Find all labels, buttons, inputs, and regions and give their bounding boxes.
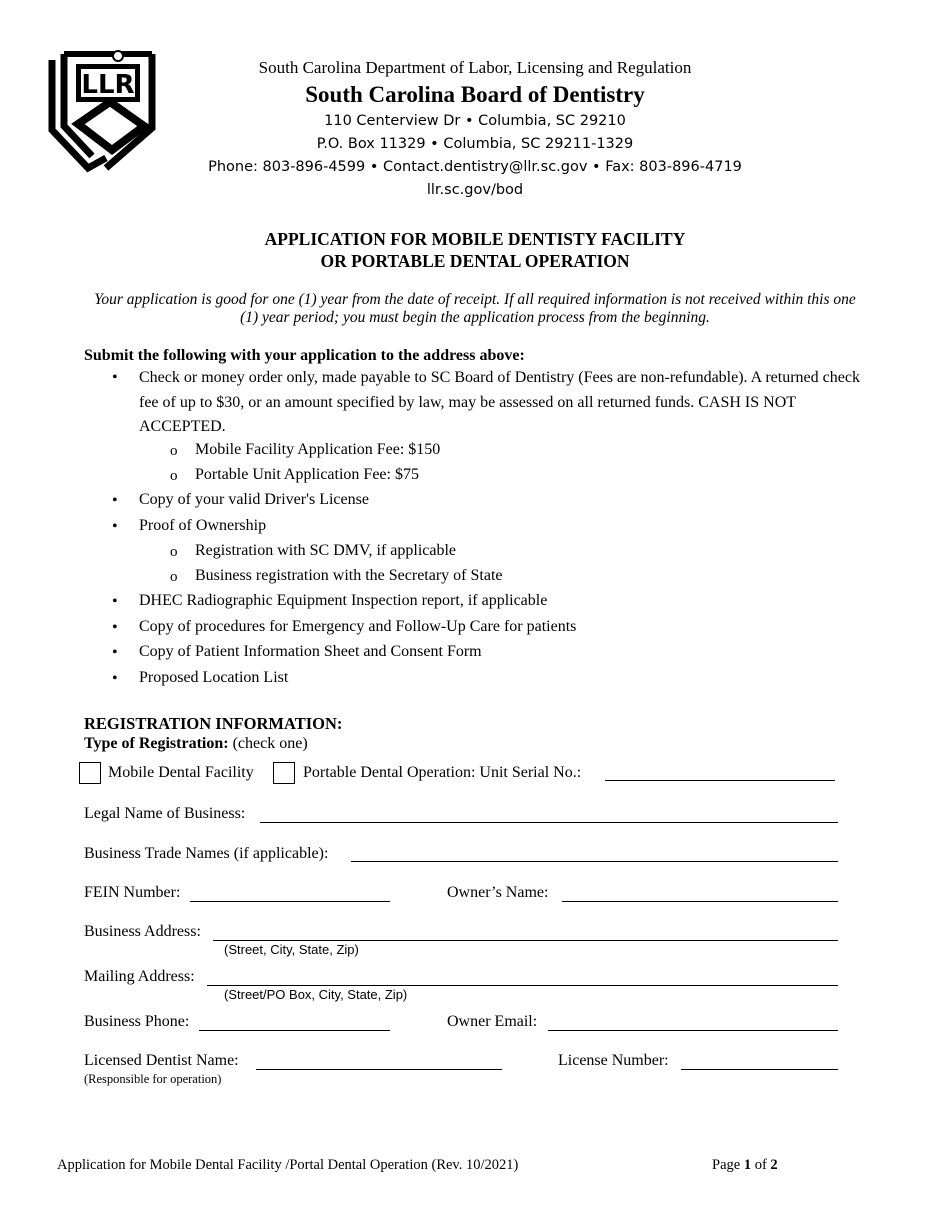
owner-name-label: Owner’s Name: <box>447 884 549 901</box>
drivers-license-item: Copy of your valid Driver's License <box>139 491 369 508</box>
owner-name-field[interactable] <box>562 901 838 902</box>
procedures-item: Copy of procedures for Emergency and Follow-Up Care for patients <box>139 618 577 635</box>
bullet-icon: • <box>112 593 118 610</box>
trade-names-field[interactable] <box>351 861 838 862</box>
po-box-address: P.O. Box 11329 • Columbia, SC 29211-1329 <box>316 136 634 152</box>
business-address-field[interactable] <box>213 940 838 941</box>
mailing-address-label: Mailing Address: <box>84 968 195 985</box>
sos-item: Business registration with the Secretary of State <box>195 567 503 584</box>
page-current: 1 <box>743 1157 752 1173</box>
registration-heading: REGISTRATION INFORMATION: <box>84 714 343 733</box>
logo-text: LLR <box>81 70 135 100</box>
department-name: South Carolina Department of Labor, Licensing and Regulation <box>258 58 692 77</box>
legal-name-label: Legal Name of Business: <box>84 805 246 822</box>
business-phone-field[interactable] <box>199 1030 390 1031</box>
street-address: 110 Centerview Dr • Columbia, SC 29210 <box>324 113 626 129</box>
mobile-facility-label: Mobile Dental Facility <box>108 764 254 781</box>
page-word: Page <box>712 1157 741 1173</box>
business-address-hint: (Street, City, State, Zip) <box>224 942 359 957</box>
mailing-address-field[interactable] <box>207 985 838 986</box>
fein-label: FEIN Number: <box>84 884 181 901</box>
form-title-line2: OR PORTABLE DENTAL OPERATION <box>320 251 630 271</box>
locations-item: Proposed Location List <box>139 669 289 686</box>
bullet-icon: • <box>112 369 118 386</box>
dentist-name-hint: (Responsible for operation) <box>84 1072 222 1086</box>
fee-mobile: Mobile Facility Application Fee: $150 <box>195 441 441 458</box>
mailing-address-hint: (Street/PO Box, City, State, Zip) <box>224 987 408 1002</box>
page-of: of <box>754 1157 767 1173</box>
sub-bullet-icon: o <box>170 544 178 560</box>
dhec-item: DHEC Radiographic Equipment Inspection report, if applicable <box>139 592 548 609</box>
dmv-item: Registration with SC DMV, if applicable <box>195 542 457 559</box>
footer-form-name: Application for Mobile Dental Facility /Portal Dental Operation (Rev. 10/2021) <box>57 1157 519 1173</box>
bullet-icon: • <box>112 670 118 687</box>
page-total: 2 <box>770 1157 778 1173</box>
bullet-icon: • <box>112 518 118 535</box>
dentist-name-label: Licensed Dentist Name: <box>84 1052 239 1069</box>
sub-bullet-icon: o <box>170 569 178 585</box>
patient-info-item: Copy of Patient Information Sheet and Consent Form <box>139 643 482 660</box>
bullet-icon: • <box>112 644 118 661</box>
bullet-icon: • <box>112 619 118 636</box>
payment-requirement: Check or money order only, made payable to SC Board of Dentistry (Fees are non-refundable). A returned check fee of up to $30, or an amount specified by law, may be assessed on all returned funds. CASH IS NOT ACCEPTED. <box>139 369 860 435</box>
bullet-icon: • <box>112 492 118 509</box>
unit-serial-field[interactable] <box>605 780 835 781</box>
dentist-name-field[interactable] <box>256 1069 502 1070</box>
portable-operation-checkbox[interactable] <box>273 762 295 784</box>
ownership-item: Proof of Ownership <box>139 517 267 534</box>
type-label-bold: Type of Registration: <box>84 735 229 752</box>
board-name: South Carolina Board of Dentistry <box>305 82 645 107</box>
portable-operation-label: Portable Dental Operation: Unit Serial No.: <box>303 764 582 781</box>
fein-field[interactable] <box>190 901 390 902</box>
fee-portable: Portable Unit Application Fee: $75 <box>195 466 419 483</box>
owner-email-field[interactable] <box>548 1030 838 1031</box>
license-number-label: License Number: <box>558 1052 669 1069</box>
business-address-label: Business Address: <box>84 923 201 940</box>
submit-heading: Submit the following with your application to the address above: <box>84 347 525 364</box>
sub-bullet-icon: o <box>170 468 178 484</box>
page-number <box>712 1157 778 1174</box>
business-phone-label: Business Phone: <box>84 1013 190 1030</box>
owner-email-label: Owner Email: <box>447 1013 538 1030</box>
mobile-facility-checkbox[interactable] <box>79 762 101 784</box>
trade-names-label: Business Trade Names (if applicable): <box>84 845 329 862</box>
website: llr.sc.gov/bod <box>426 182 524 198</box>
form-title-line1: APPLICATION FOR MOBILE DENTISTY FACILITY <box>264 229 686 249</box>
registration-type-label <box>84 735 308 753</box>
validity-notice: Your application is good for one (1) year from the date of receipt. If all required information is not received within this one (1) year period; you must begin the application process from the beginning. <box>94 291 856 326</box>
legal-name-field[interactable] <box>260 822 838 823</box>
sub-bullet-icon: o <box>170 443 178 459</box>
type-label-hint: (check one) <box>232 735 308 752</box>
contact-info: Phone: 803-896-4599 • Contact.dentistry@llr.sc.gov • Fax: 803-896-4719 <box>208 159 742 175</box>
license-number-field[interactable] <box>681 1069 838 1070</box>
